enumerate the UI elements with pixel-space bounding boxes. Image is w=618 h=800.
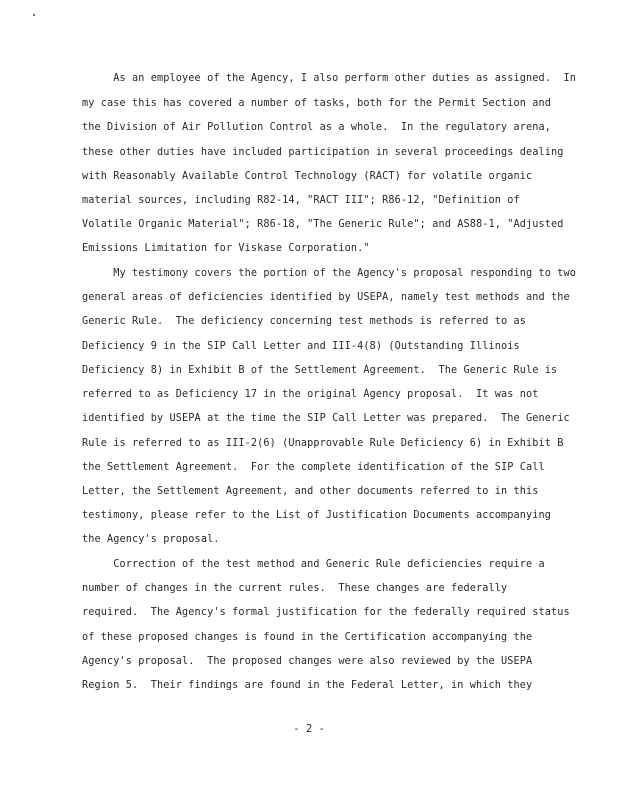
paragraph-3-line-6: Region 5. Their findings are found in the Federal Letter, in which they xyxy=(82,680,533,691)
paragraph-1-line-2: my case this has covered a number of tasks, both for the Permit Section and xyxy=(82,98,552,109)
paragraph-1-line-4: these other duties have included participation in several proceedings dealing xyxy=(82,147,564,158)
paragraph-3-line-2: number of changes in the current rules. These changes are federally xyxy=(82,583,508,594)
page-number: - 2 - xyxy=(293,723,325,735)
paragraph-2-line-6: referred to as Deficiency 17 in the original Agency proposal. It was not xyxy=(82,389,539,400)
scan-speck xyxy=(33,14,35,16)
paragraph-1-line-8: Emissions Limitation for Viskase Corporation." xyxy=(82,243,370,254)
paragraph-2-line-12: the Agency's proposal. xyxy=(82,534,220,545)
paragraph-1-line-5: with Reasonably Available Control Technology (RACT) for volatile organic xyxy=(82,171,533,182)
paragraph-2-line-10: Letter, the Settlement Agreement, and other documents referred to in this xyxy=(82,486,539,497)
paragraph-2-line-7: identified by USEPA at the time the SIP Call Letter was prepared. The Generic xyxy=(82,413,570,424)
paragraph-1-line-3: the Division of Air Pollution Control as a whole. In the regulatory arena, xyxy=(82,122,552,133)
paragraph-3-line-5: Agency's proposal. The proposed changes were also reviewed by the USEPA xyxy=(82,656,533,667)
paragraph-2-line-5: Deficiency 8) in Exhibit B of the Settlement Agreement. The Generic Rule is xyxy=(82,365,558,376)
paragraph-1-line-6: material sources, including R82-14, "RACT III"; R86-12, "Definition of xyxy=(82,195,520,206)
paragraph-2-line-2: general areas of deficiencies identified by USEPA, namely test methods and the xyxy=(82,292,570,303)
paragraph-2-line-8: Rule is referred to as III-2(6) (Unapprovable Rule Deficiency 6) in Exhibit B xyxy=(82,438,564,449)
paragraph-2-line-1: My testimony covers the portion of the Agency's proposal responding to two xyxy=(82,268,577,279)
paragraph-3-line-4: of these proposed changes is found in the Certification accompanying the xyxy=(82,632,533,643)
paragraph-2-line-4: Deficiency 9 in the SIP Call Letter and III-4(8) (Outstanding Illinois xyxy=(82,341,520,352)
paragraph-1-line-1: As an employee of the Agency, I also perform other duties as assigned. In xyxy=(82,73,577,84)
paragraph-1-line-7: Volatile Organic Material"; R86-18, "The Generic Rule"; and AS88-1, "Adjusted xyxy=(82,219,564,230)
paragraph-2-line-3: Generic Rule. The deficiency concerning test methods is referred to as xyxy=(82,316,526,327)
paragraph-2-line-11: testimony, please refer to the List of Justification Documents accompanying xyxy=(82,510,552,521)
paragraph-3-line-1: Correction of the test method and Generic Rule deficiencies require a xyxy=(82,559,545,570)
paragraph-2-line-9: the Settlement Agreement. For the complete identification of the SIP Call xyxy=(82,462,545,473)
paragraph-3-line-3: required. The Agency's formal justification for the federally required status xyxy=(82,607,570,618)
